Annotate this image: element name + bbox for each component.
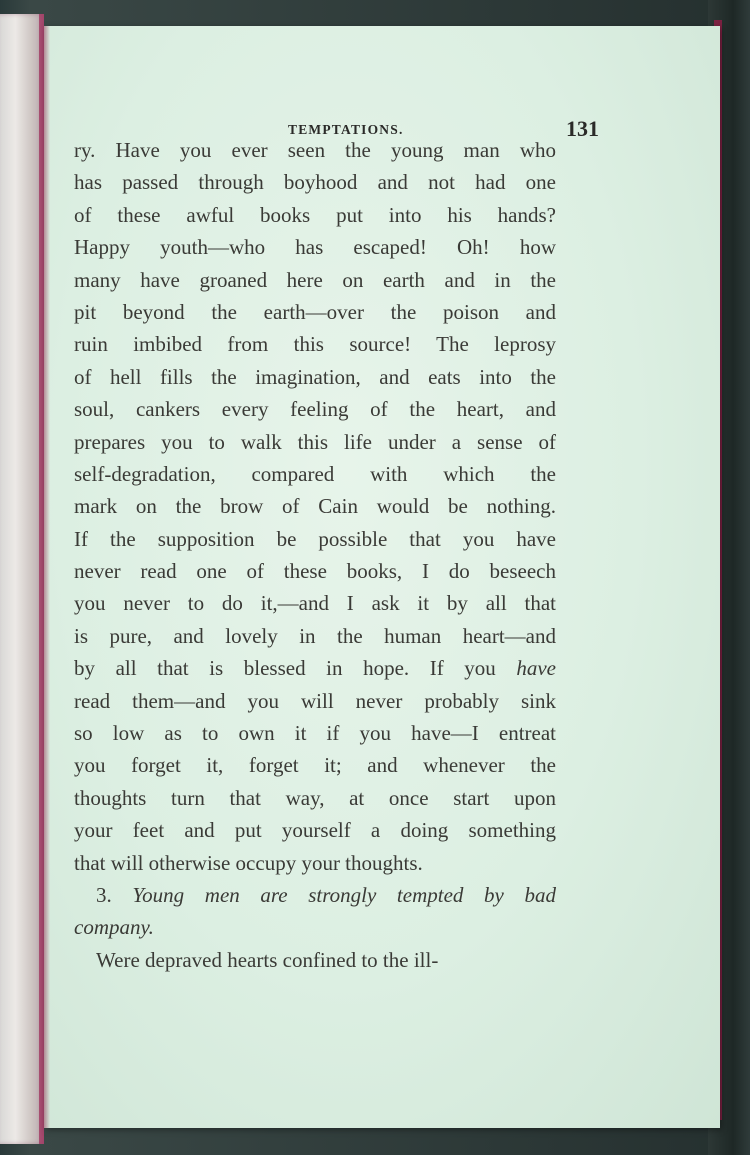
- text-line: so low as to own it if you have—I entreat: [74, 721, 556, 746]
- text-line: self-degradation, compared with which the: [74, 461, 556, 486]
- text-line: never read one of these books, I do beseech: [74, 559, 556, 584]
- text-line-with-italic: [74, 652, 556, 684]
- section-heading-line1: Young men are strongly tempted by bad: [132, 882, 556, 907]
- previous-page-edges: [0, 14, 44, 1144]
- text-line: mark on the brow of Cain would be nothing.: [74, 494, 556, 519]
- text-line: ry. Have you ever seen the young man who: [74, 138, 556, 162]
- body-text: [74, 134, 556, 976]
- text-line: If the supposition be possible that you have: [74, 526, 556, 551]
- text-line: ruin imbibed from this source! The leprosy: [74, 332, 556, 357]
- italic-word: have: [516, 656, 557, 681]
- text-line: Happy youth—who has escaped! Oh! how: [74, 235, 556, 260]
- text-line: read them—and you will never probably sink: [74, 688, 556, 713]
- paragraph-start: Were depraved hearts confined to the ill-: [96, 947, 439, 972]
- section-heading-line2: company.: [74, 915, 154, 940]
- running-head: TEMPTATIONS.: [288, 122, 404, 137]
- text-line: pit beyond the earth—over the poison and: [74, 299, 556, 324]
- text-line: thoughts turn that way, at once start upon: [74, 785, 556, 810]
- text-line: of these awful books put into his hands?: [74, 202, 556, 227]
- text-line: you forget it, forget it; and whenever the: [74, 753, 556, 778]
- section-number: 3.: [96, 882, 112, 907]
- text-line: is pure, and lovely in the human heart—and: [74, 623, 556, 648]
- text-line-start: by all that is blessed in hope. If you: [74, 656, 496, 681]
- text-line: has passed through boyhood and not had one: [74, 170, 556, 195]
- text-line: that will otherwise occupy your thoughts.: [74, 850, 423, 875]
- text-line: you never to do it,—and I ask it by all that: [74, 591, 556, 616]
- text-line: prepares you to walk this life under a sense of: [74, 429, 556, 454]
- section-heading-continued: [74, 911, 556, 943]
- section-heading: [74, 879, 556, 911]
- text-line: soul, cankers every feeling of the heart, and: [74, 397, 556, 422]
- text-line: many have groaned here on earth and in the: [74, 267, 556, 292]
- page-number: 131: [566, 116, 599, 141]
- text-line: your feet and put yourself a doing something: [74, 818, 556, 843]
- text-line: of hell fills the imagination, and eats into the: [74, 364, 556, 389]
